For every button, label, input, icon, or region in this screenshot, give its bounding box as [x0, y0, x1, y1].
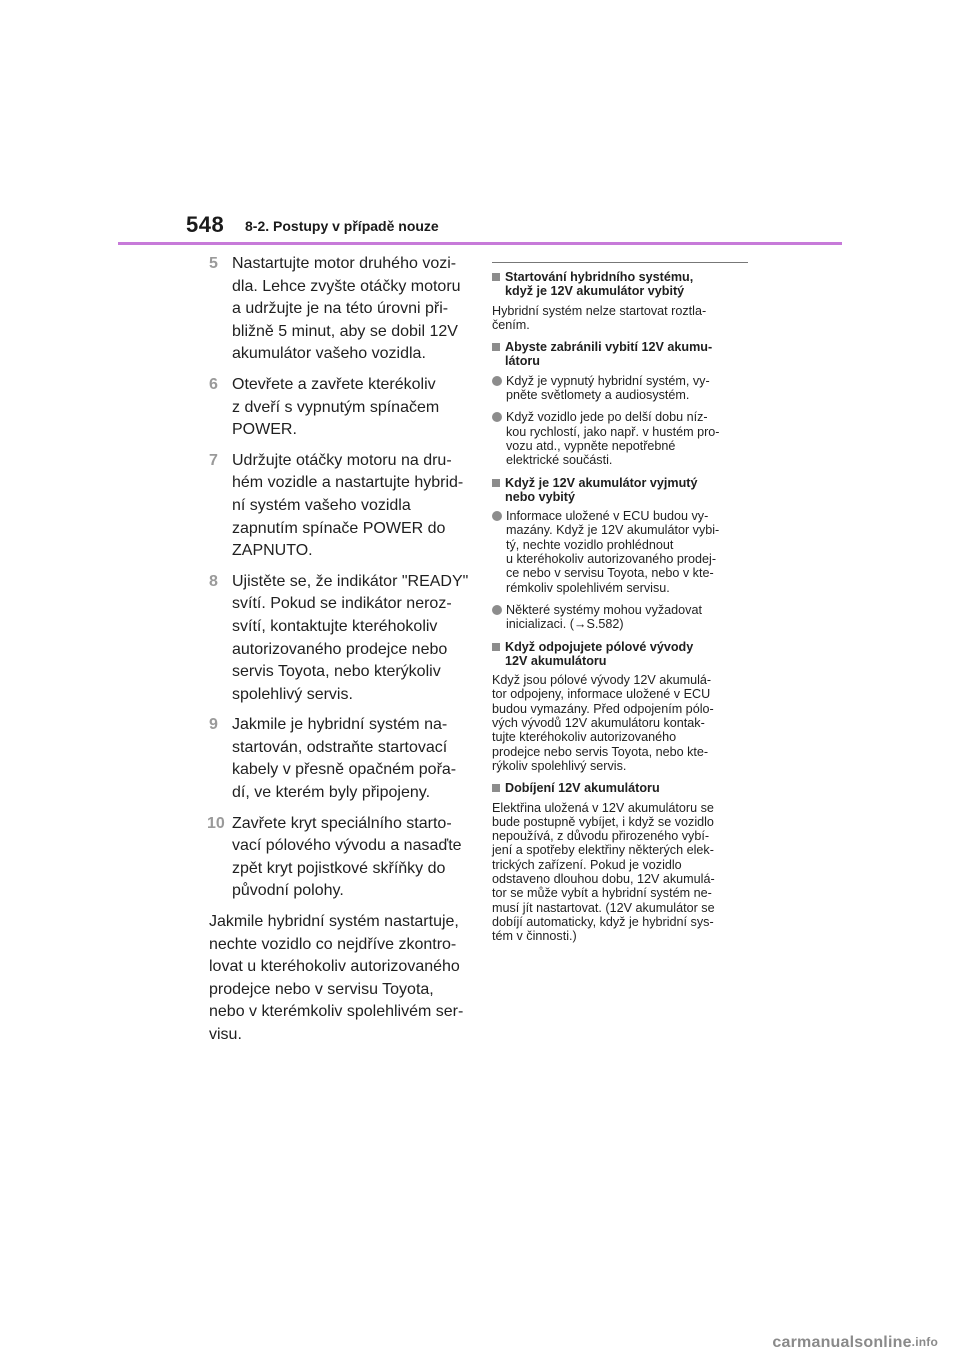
square-bullet-icon — [492, 479, 500, 487]
step-text: Jakmile je hybridní systém na- startován, odstraňte startovací kabely v přesně opačném pořa- dí, ve kterém byly připojeny. — [232, 716, 457, 802]
note-bullet-text: Některé systémy mohou vyžadovat inicializaci. (→S.582) — [506, 602, 702, 632]
square-bullet-icon — [492, 784, 500, 792]
page-number: 548 — [186, 212, 225, 237]
circle-bullet-icon — [492, 376, 502, 386]
step-7 — [209, 450, 471, 563]
step-text: Udržujte otáčky motoru na dru- hém vozidle a nastartujte hybrid- ní systém vašeho vozidla zapnutím spínače POWER do ZAPNUTO. — [232, 451, 464, 560]
section-title: 8-2. Postupy v případě nouze — [245, 218, 439, 234]
note-heading — [492, 340, 758, 369]
header-divider — [118, 242, 842, 245]
note-heading-text: Když odpojujete pólové vývody 12V akumulátoru — [505, 639, 694, 668]
square-bullet-icon — [492, 273, 500, 281]
note-heading — [492, 640, 758, 669]
note-heading-text: Abyste zabránili vybití 12V akumu- látoru — [505, 340, 713, 369]
watermark-main: carmanualsonline — [772, 1334, 912, 1351]
note-bullet-text: Když je vypnutý hybridní systém, vy- pněte světlomety a audiosystém. — [506, 373, 710, 403]
note-bullet — [492, 603, 758, 632]
step-number: 5 — [209, 255, 218, 272]
note-heading — [492, 476, 758, 505]
note-heading-text: Když je 12V akumulátor vyjmutý nebo vybitý — [505, 475, 698, 504]
note-bullet-text: Když vozidlo jede po delší dobu níz- kou rychlostí, jako např. v hustém pro- vozu atd., vypněte nepotřebné elektrické součásti. — [506, 410, 720, 468]
step-number: 9 — [209, 716, 218, 734]
note-paragraph: Elektřina uložená v 12V akumulátoru se bude postupně vybíjet, i když se vozidlo nepoužívá, z důvodu přirozeného vybí- jení a spotřeby elektřiny některých elek- trických zařízení. Pokud je vozidlo odstaveno dlouhou dobu, 12V akumulá- tor se může vybít a hybridní systém ne- musí jít nastartovat. (12V akumulátor se dobíjí automaticky, když je hybridní sys- tém v činnosti.) — [492, 800, 715, 944]
notes-column — [492, 262, 758, 951]
step-number: 6 — [209, 375, 218, 393]
note-paragraph: Když jsou pólové vývody 12V akumulá- tor odpojeny, informace uložené v ECU budou vymazány. Před odpojením pólo- vých vývodů 12V akumulátoru kontak- tujte kteréhokoliv autorizovaného prodejce nebo servis Toyota, nebo kte- rýkoliv spolehlivý servis. — [492, 673, 714, 773]
step-6 — [209, 374, 471, 442]
square-bullet-icon — [492, 643, 500, 651]
closing-note: Jakmile hybridní systém nastartuje, nechte vozidlo co nejdříve zkontro- lovat u kteréhokoliv autorizovaného prodejce nebo v servisu Toyota, nebo v kterémkoliv spolehlivém ser- visu. — [209, 913, 464, 1043]
note-bullet — [492, 509, 758, 595]
step-text: Zavřete kryt speciálního starto- vací pólového vývodu a nasaďte zpět kryt pojistkové skříňky do původní polohy. — [232, 814, 462, 900]
step-text: Ujistěte se, že indikátor "READY" svítí. Pokud se indikátor neroz- svítí, kontaktujte kteréhokoliv autorizovaného prodejce nebo servis Toyota, nebo kterýkoliv spolehlivý servis. — [232, 572, 469, 703]
step-8 — [209, 571, 471, 707]
step-text: Nastartujte motor druhého vozi- dla. Lehce zvyšte otáčky motoru a udržujte je na této úrovni při- bližně 5 minut, aby se dobil 12V akumulátor vašeho vozidla. — [232, 255, 461, 363]
circle-bullet-icon — [492, 605, 502, 615]
note-bullet — [492, 410, 758, 467]
circle-bullet-icon — [492, 412, 502, 422]
step-9 — [209, 714, 471, 804]
note-heading-text: Startování hybridního systému, když je 12V akumulátor vybitý — [505, 270, 694, 299]
step-text: Otevřete a zavřete kterékoliv z dveří s vypnutým spínačem POWER. — [232, 375, 440, 439]
step-number: 7 — [209, 451, 218, 469]
note-bullet-text: Informace uložené v ECU budou vy- mazány. Když je 12V akumulátor vybi- tý, nechte vozidlo prohlédnout u kteréhokoliv autorizovaného prodej- ce nebo v servisu Toyota, nebo v kte- rémkoliv spolehlivém servisu. — [506, 509, 720, 595]
notes-divider — [492, 262, 748, 263]
step-10 — [209, 813, 471, 903]
circle-bullet-icon — [492, 511, 502, 521]
note-heading-text: Dobíjení 12V akumulátoru — [505, 781, 660, 796]
step-number: 8 — [209, 572, 218, 590]
watermark-suffix: .info — [911, 1335, 938, 1349]
square-bullet-icon — [492, 343, 500, 351]
note-heading — [492, 781, 758, 795]
step-5 — [209, 253, 471, 366]
watermark — [772, 1334, 938, 1352]
step-number: 10 — [207, 814, 225, 832]
note-heading — [492, 270, 758, 299]
note-bullet — [492, 374, 758, 403]
procedure-steps — [209, 253, 471, 1047]
note-paragraph: Hybridní systém nelze startovat roztla- čením. — [492, 303, 707, 332]
